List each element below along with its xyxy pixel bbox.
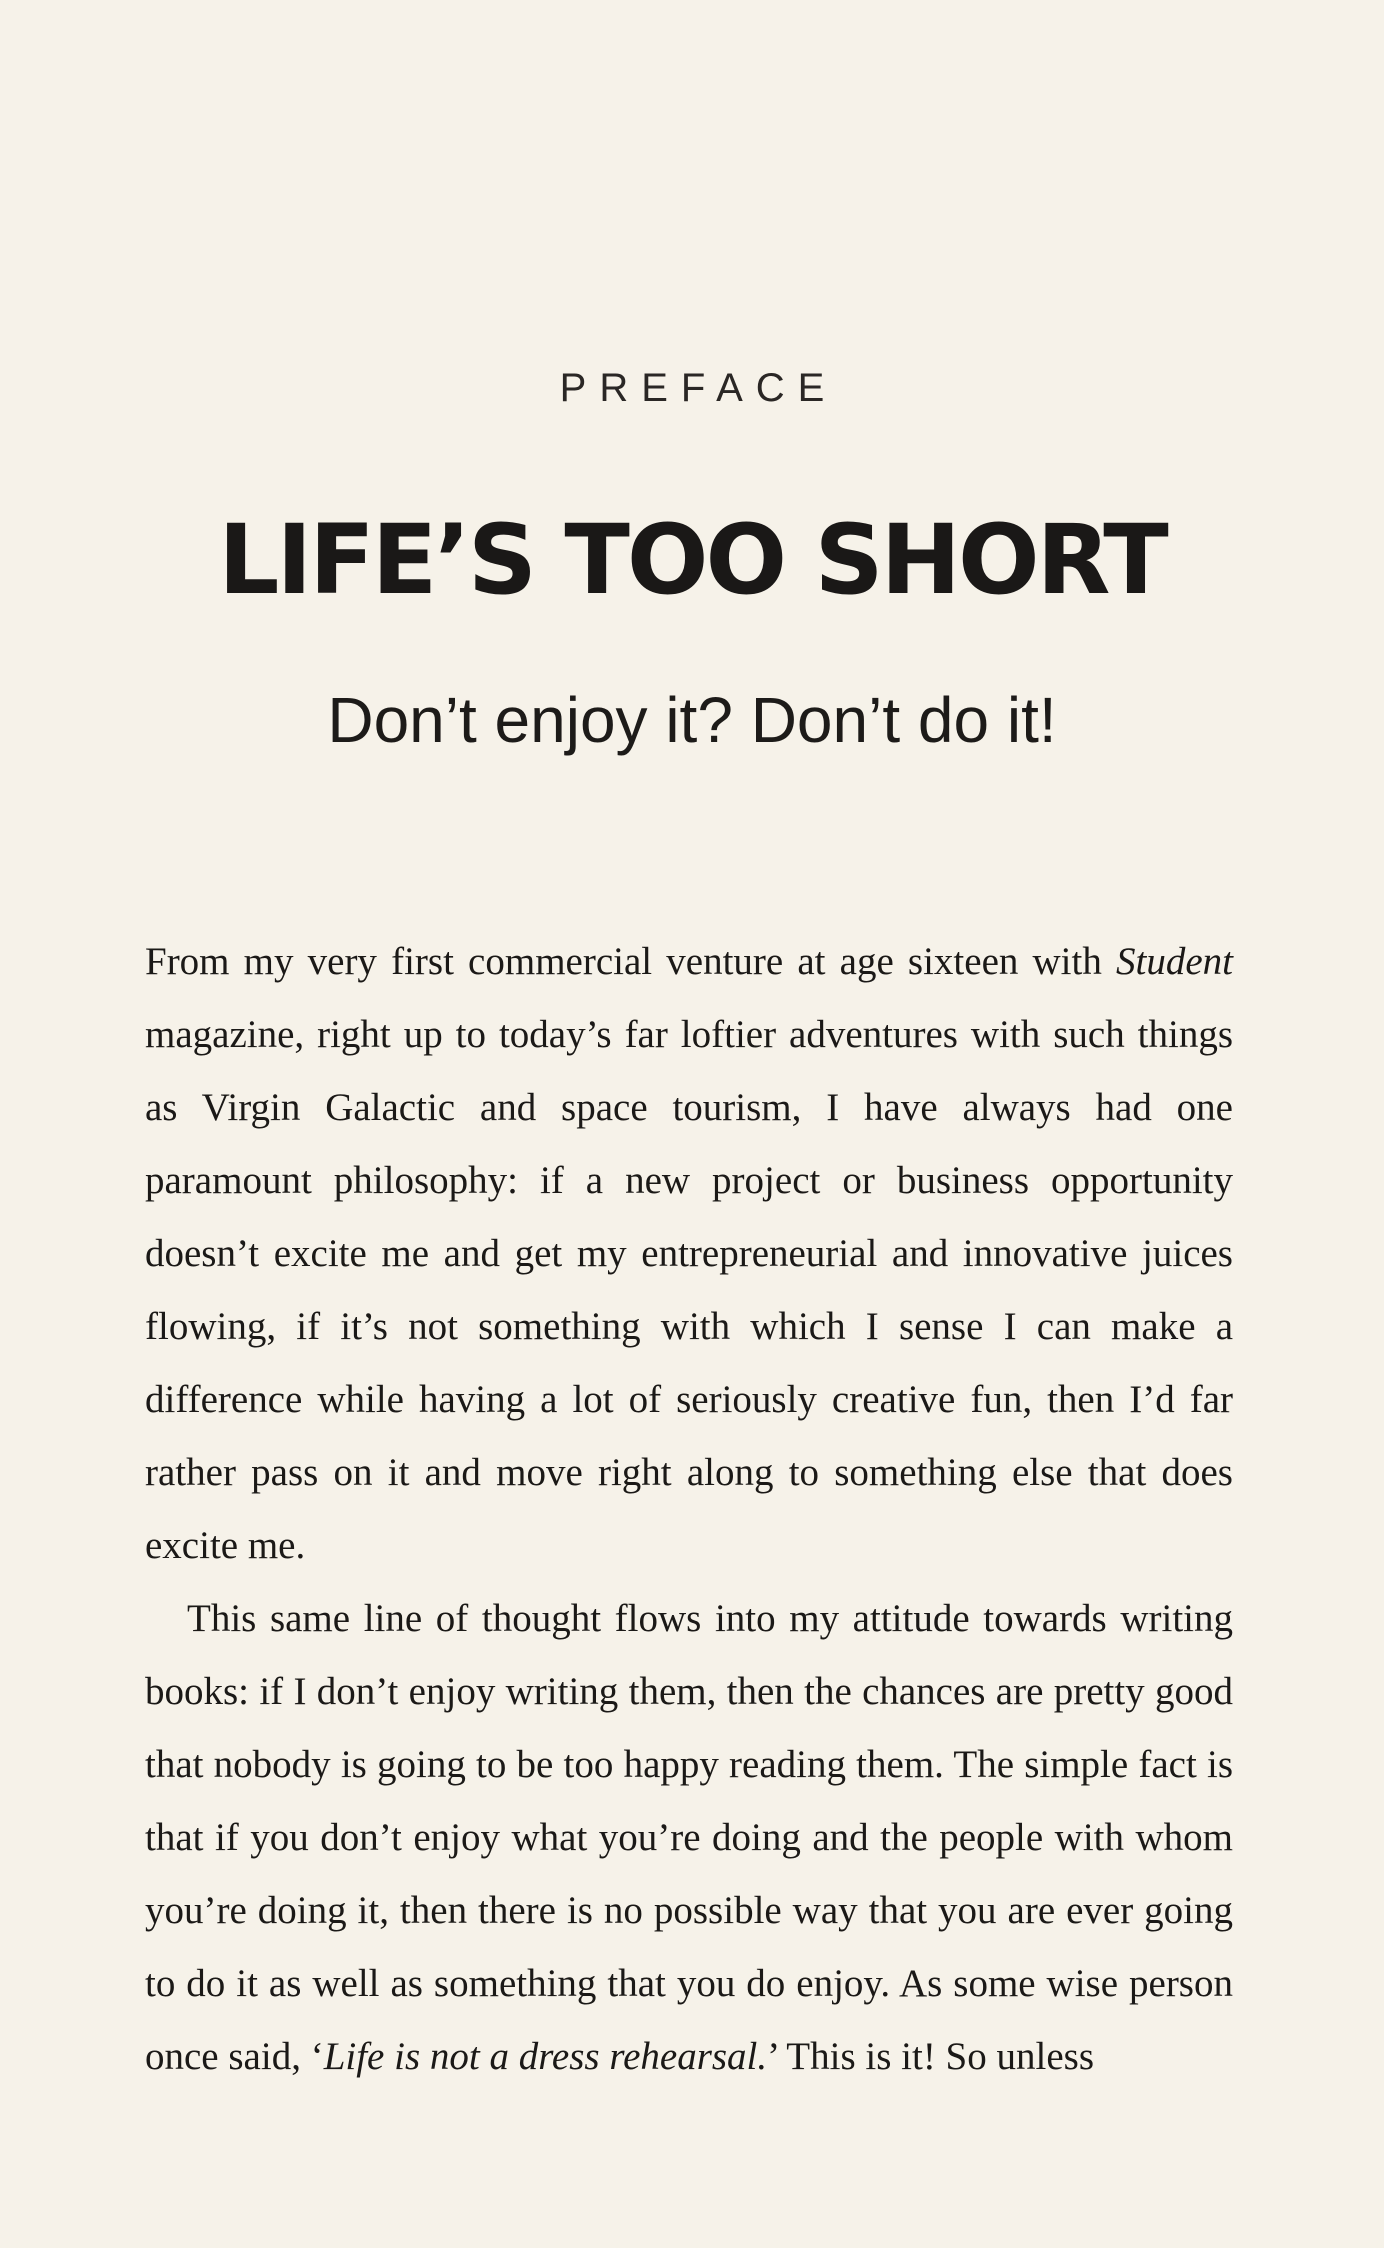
paragraph-text: From my very first commercial venture at age sixteen with	[145, 940, 1117, 983]
body-text	[145, 925, 1233, 2093]
quote-italic: Life is not a dress rehearsal.	[323, 2035, 768, 2078]
paragraph	[145, 925, 1233, 1582]
paragraph	[145, 1582, 1233, 2093]
chapter-title: LIFE’S TOO SHORT	[218, 504, 1166, 616]
paragraph-text: ’ This is it! So unless	[767, 2035, 1094, 2078]
paragraph-text: This same line of thought flows into my attitude towards writing books: if I don’t enjoy writing them, then the chances are pretty good that nobody is going to be too happy reading them. The simple fact is that if you don’t enjoy what you’re doing and the people with whom you’re doing it, then there is no possible way that you are ever going to do it as well as something that you do enjoy. As some wise person once said, ‘	[145, 1597, 1233, 2078]
paragraph-text: magazine, right up to today’s far loftier adventures with such things as Virgin Galactic and space tourism, I have always had one paramount philosophy: if a new project or business opportunity doesn’t excite me and get my entrepreneurial and innovative juices flowing, if it’s not something with which I sense I can make a difference while having a lot of seriously creative fun, then I’d far rather pass on it and move right along to something else that does excite me.	[145, 1013, 1233, 1567]
chapter-kicker: PREFACE	[559, 366, 838, 410]
magazine-title: Student	[1116, 940, 1233, 983]
chapter-subtitle: Don’t enjoy it? Don’t do it!	[327, 684, 1057, 756]
